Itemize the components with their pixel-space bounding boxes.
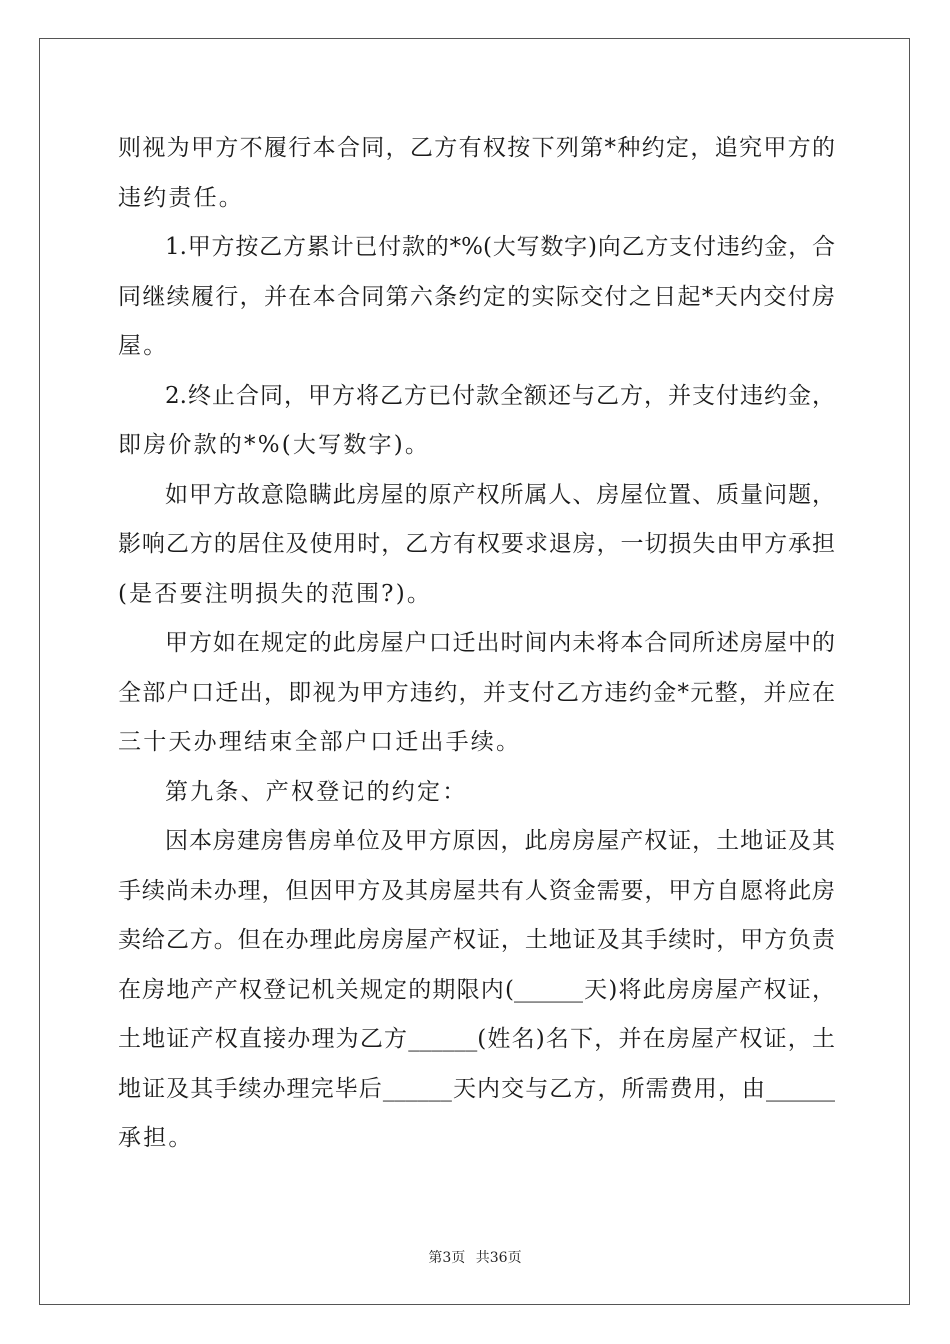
text-line: 1.甲方按乙方累计已付款的*%(大写数字)向乙方支付违约金，合 [165, 234, 835, 260]
text-line: 地证及其手续办理完毕后______天内交与乙方，所需费用，由______ [118, 1075, 835, 1102]
text-line: 土地证产权直接办理为乙方______(姓名)名下，并在房屋产权证，土 [118, 1026, 835, 1052]
text-line: 违约责任。 [118, 184, 244, 211]
text-line: 影响乙方的居住及使用时，乙方有权要求退房，一切损失由甲方承担 [118, 531, 835, 557]
text-line: 承担。 [118, 1125, 194, 1151]
text-line: 全部户口迁出，即视为甲方违约，并支付乙方违约金*元整，并应在 [118, 679, 835, 706]
page-total: 共36页 [475, 1250, 522, 1266]
text-line: 第九条、产权登记的约定： [165, 778, 468, 805]
text-line: 三十天办理结束全部户口迁出手续。 [118, 729, 522, 755]
text-line: 因本房建房售房单位及甲方原因，此房房屋产权证，土地证及其 [165, 828, 835, 854]
text-line: 同继续履行，并在本合同第六条约定的实际交付之日起*天内交付房 [118, 283, 835, 310]
page-number: 第3页 [428, 1250, 466, 1266]
text-line: 则视为甲方不履行本合同，乙方有权按下列第*种约定，追究甲方的 [118, 135, 835, 161]
text-line: 甲方如在规定的此房屋户口迁出时间内未将本合同所述房屋中的 [165, 630, 835, 656]
page-footer [0, 1247, 950, 1267]
text-line: 屋。 [118, 333, 169, 359]
text-line: 卖给乙方。但在办理此房房屋产权证，土地证及其手续时，甲方负责 [118, 927, 835, 953]
text-line: 如甲方故意隐瞒此房屋的原产权所属人、房屋位置、质量问题， [165, 481, 835, 508]
text-line: (是否要注明损失的范围?)。 [118, 580, 433, 607]
text-line: 2.终止合同，甲方将乙方已付款全额还与乙方，并支付违约金， [165, 382, 835, 409]
document-body [118, 124, 835, 1164]
text-line: 在房地产产权登记机关规定的期限内(______天)将此房房屋产权证， [118, 976, 835, 1003]
text-line: 手续尚未办理，但因甲方及其房屋共有人资金需要，甲方自愿将此房 [118, 877, 835, 904]
text-line: 即房价款的*%(大写数字)。 [118, 432, 431, 458]
